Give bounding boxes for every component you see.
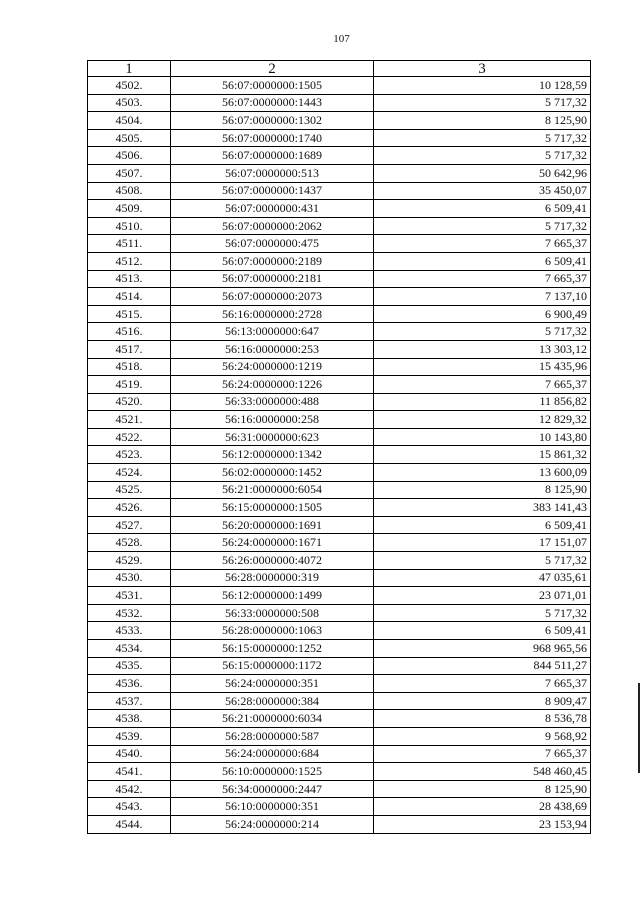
cadastral-number-cell: 56:15:0000000:1505 xyxy=(171,499,374,517)
row-number-cell: 4519. xyxy=(88,376,171,394)
row-number-cell: 4525. xyxy=(88,481,171,499)
row-number-cell: 4526. xyxy=(88,499,171,517)
table-row xyxy=(88,94,591,112)
table-row xyxy=(88,552,591,570)
value-cell: 12 829,32 xyxy=(374,411,591,429)
value-cell: 6 509,41 xyxy=(374,622,591,640)
table-row xyxy=(88,675,591,693)
value-cell: 6 509,41 xyxy=(374,516,591,534)
value-cell: 5 717,32 xyxy=(374,552,591,570)
value-cell: 6 509,41 xyxy=(374,252,591,270)
header-row xyxy=(88,61,591,77)
cadastral-number-cell: 56:07:0000000:1302 xyxy=(171,112,374,130)
cadastral-number-cell: 56:12:0000000:1499 xyxy=(171,587,374,605)
table-row xyxy=(88,358,591,376)
table-row xyxy=(88,340,591,358)
row-number-cell: 4527. xyxy=(88,516,171,534)
row-number-cell: 4539. xyxy=(88,727,171,745)
value-cell: 13 600,09 xyxy=(374,464,591,482)
cadastral-number-cell: 56:07:0000000:1740 xyxy=(171,129,374,147)
table-row xyxy=(88,164,591,182)
value-cell: 7 665,37 xyxy=(374,376,591,394)
row-number-cell: 4516. xyxy=(88,323,171,341)
cadastral-number-cell: 56:07:0000000:2181 xyxy=(171,270,374,288)
cadastral-number-cell: 56:20:0000000:1691 xyxy=(171,516,374,534)
row-number-cell: 4537. xyxy=(88,692,171,710)
cadastral-number-cell: 56:15:0000000:1252 xyxy=(171,640,374,658)
value-cell: 13 303,12 xyxy=(374,340,591,358)
table-row xyxy=(88,798,591,816)
table-row xyxy=(88,323,591,341)
table-row xyxy=(88,464,591,482)
cadastral-number-cell: 56:33:0000000:488 xyxy=(171,393,374,411)
value-cell: 6 900,49 xyxy=(374,305,591,323)
value-cell: 8 909,47 xyxy=(374,692,591,710)
value-cell: 7 665,37 xyxy=(374,675,591,693)
row-number-cell: 4543. xyxy=(88,798,171,816)
row-number-cell: 4541. xyxy=(88,763,171,781)
column-header-3: 3 xyxy=(374,61,591,77)
column-header-1: 1 xyxy=(88,61,171,77)
table-row xyxy=(88,727,591,745)
value-cell: 35 450,07 xyxy=(374,182,591,200)
value-cell: 6 509,41 xyxy=(374,200,591,218)
table-row xyxy=(88,147,591,165)
value-cell: 15 435,96 xyxy=(374,358,591,376)
value-cell: 10 128,59 xyxy=(374,77,591,95)
table-row xyxy=(88,516,591,534)
row-number-cell: 4532. xyxy=(88,604,171,622)
row-number-cell: 4522. xyxy=(88,428,171,446)
row-number-cell: 4513. xyxy=(88,270,171,288)
cadastral-number-cell: 56:21:0000000:6034 xyxy=(171,710,374,728)
cadastral-number-cell: 56:07:0000000:2073 xyxy=(171,288,374,306)
value-cell: 28 438,69 xyxy=(374,798,591,816)
row-number-cell: 4508. xyxy=(88,182,171,200)
cadastral-number-cell: 56:10:0000000:351 xyxy=(171,798,374,816)
cadastral-number-cell: 56:28:0000000:1063 xyxy=(171,622,374,640)
cadastral-number-cell: 56:28:0000000:319 xyxy=(171,569,374,587)
cadastral-number-cell: 56:24:0000000:1219 xyxy=(171,358,374,376)
value-cell: 10 143,80 xyxy=(374,428,591,446)
value-cell: 8 125,90 xyxy=(374,481,591,499)
table-row xyxy=(88,217,591,235)
table-row xyxy=(88,376,591,394)
cadastral-number-cell: 56:07:0000000:2062 xyxy=(171,217,374,235)
cadastral-number-cell: 56:24:0000000:214 xyxy=(171,815,374,833)
value-cell: 47 035,61 xyxy=(374,569,591,587)
row-number-cell: 4535. xyxy=(88,657,171,675)
cadastral-number-cell: 56:07:0000000:2189 xyxy=(171,252,374,270)
cadastral-number-cell: 56:07:0000000:1443 xyxy=(171,94,374,112)
cadastral-number-cell: 56:13:0000000:647 xyxy=(171,323,374,341)
table-row xyxy=(88,288,591,306)
table-row xyxy=(88,270,591,288)
row-number-cell: 4518. xyxy=(88,358,171,376)
cadastral-number-cell: 56:16:0000000:258 xyxy=(171,411,374,429)
value-cell: 5 717,32 xyxy=(374,129,591,147)
row-number-cell: 4504. xyxy=(88,112,171,130)
value-cell: 9 568,92 xyxy=(374,727,591,745)
table-row xyxy=(88,569,591,587)
cadastral-number-cell: 56:28:0000000:384 xyxy=(171,692,374,710)
table-row xyxy=(88,305,591,323)
value-cell: 7 665,37 xyxy=(374,745,591,763)
cadastral-number-cell: 56:34:0000000:2447 xyxy=(171,780,374,798)
table-row xyxy=(88,815,591,833)
value-cell: 7 665,37 xyxy=(374,235,591,253)
cadastral-number-cell: 56:33:0000000:508 xyxy=(171,604,374,622)
row-number-cell: 4536. xyxy=(88,675,171,693)
value-cell: 7 665,37 xyxy=(374,270,591,288)
cadastral-number-cell: 56:21:0000000:6054 xyxy=(171,481,374,499)
value-cell: 8 125,90 xyxy=(374,780,591,798)
row-number-cell: 4506. xyxy=(88,147,171,165)
table-row xyxy=(88,77,591,95)
cadastral-number-cell: 56:24:0000000:1671 xyxy=(171,534,374,552)
table-row xyxy=(88,252,591,270)
table-header xyxy=(88,61,591,77)
table-row xyxy=(88,112,591,130)
table-row xyxy=(88,780,591,798)
table-row xyxy=(88,745,591,763)
table-row xyxy=(88,481,591,499)
value-cell: 15 861,32 xyxy=(374,446,591,464)
table-body xyxy=(88,77,591,834)
value-cell: 5 717,32 xyxy=(374,147,591,165)
row-number-cell: 4540. xyxy=(88,745,171,763)
row-number-cell: 4538. xyxy=(88,710,171,728)
cadastral-number-cell: 56:16:0000000:2728 xyxy=(171,305,374,323)
cadastral-table xyxy=(87,60,591,834)
value-cell: 5 717,32 xyxy=(374,217,591,235)
cadastral-number-cell: 56:07:0000000:1437 xyxy=(171,182,374,200)
row-number-cell: 4523. xyxy=(88,446,171,464)
value-cell: 5 717,32 xyxy=(374,604,591,622)
cadastral-number-cell: 56:10:0000000:1525 xyxy=(171,763,374,781)
table-row xyxy=(88,499,591,517)
row-number-cell: 4515. xyxy=(88,305,171,323)
cadastral-number-cell: 56:28:0000000:587 xyxy=(171,727,374,745)
row-number-cell: 4512. xyxy=(88,252,171,270)
row-number-cell: 4534. xyxy=(88,640,171,658)
cadastral-number-cell: 56:07:0000000:1505 xyxy=(171,77,374,95)
value-cell: 968 965,56 xyxy=(374,640,591,658)
table-row xyxy=(88,393,591,411)
value-cell: 548 460,45 xyxy=(374,763,591,781)
row-number-cell: 4510. xyxy=(88,217,171,235)
value-cell: 23 071,01 xyxy=(374,587,591,605)
column-header-2: 2 xyxy=(171,61,374,77)
table-row xyxy=(88,534,591,552)
row-number-cell: 4524. xyxy=(88,464,171,482)
row-number-cell: 4544. xyxy=(88,815,171,833)
row-number-cell: 4533. xyxy=(88,622,171,640)
value-cell: 844 511,27 xyxy=(374,657,591,675)
row-number-cell: 4528. xyxy=(88,534,171,552)
table-row xyxy=(88,129,591,147)
cadastral-number-cell: 56:24:0000000:351 xyxy=(171,675,374,693)
row-number-cell: 4530. xyxy=(88,569,171,587)
cadastral-number-cell: 56:07:0000000:1689 xyxy=(171,147,374,165)
row-number-cell: 4509. xyxy=(88,200,171,218)
value-cell: 5 717,32 xyxy=(374,94,591,112)
row-number-cell: 4503. xyxy=(88,94,171,112)
cadastral-number-cell: 56:24:0000000:684 xyxy=(171,745,374,763)
row-number-cell: 4531. xyxy=(88,587,171,605)
row-number-cell: 4542. xyxy=(88,780,171,798)
row-number-cell: 4502. xyxy=(88,77,171,95)
table-row xyxy=(88,657,591,675)
table-row xyxy=(88,428,591,446)
row-number-cell: 4505. xyxy=(88,129,171,147)
cadastral-number-cell: 56:07:0000000:431 xyxy=(171,200,374,218)
cadastral-number-cell: 56:12:0000000:1342 xyxy=(171,446,374,464)
cadastral-number-cell: 56:26:0000000:4072 xyxy=(171,552,374,570)
row-number-cell: 4521. xyxy=(88,411,171,429)
table-row xyxy=(88,763,591,781)
row-number-cell: 4514. xyxy=(88,288,171,306)
value-cell: 23 153,94 xyxy=(374,815,591,833)
table-row xyxy=(88,182,591,200)
value-cell: 50 642,96 xyxy=(374,164,591,182)
cadastral-number-cell: 56:07:0000000:475 xyxy=(171,235,374,253)
page-number: 107 xyxy=(333,33,350,45)
row-number-cell: 4529. xyxy=(88,552,171,570)
cadastral-number-cell: 56:02:0000000:1452 xyxy=(171,464,374,482)
value-cell: 11 856,82 xyxy=(374,393,591,411)
table-row xyxy=(88,604,591,622)
cadastral-number-cell: 56:16:0000000:253 xyxy=(171,340,374,358)
table-row xyxy=(88,200,591,218)
table-row xyxy=(88,692,591,710)
table-row xyxy=(88,235,591,253)
cadastral-number-cell: 56:15:0000000:1172 xyxy=(171,657,374,675)
value-cell: 5 717,32 xyxy=(374,323,591,341)
table-row xyxy=(88,446,591,464)
value-cell: 383 141,43 xyxy=(374,499,591,517)
table-row xyxy=(88,411,591,429)
value-cell: 17 151,07 xyxy=(374,534,591,552)
cadastral-number-cell: 56:31:0000000:623 xyxy=(171,428,374,446)
row-number-cell: 4511. xyxy=(88,235,171,253)
table-row xyxy=(88,622,591,640)
row-number-cell: 4517. xyxy=(88,340,171,358)
cadastral-number-cell: 56:24:0000000:1226 xyxy=(171,376,374,394)
value-cell: 8 536,78 xyxy=(374,710,591,728)
cadastral-number-cell: 56:07:0000000:513 xyxy=(171,164,374,182)
table-row xyxy=(88,640,591,658)
row-number-cell: 4520. xyxy=(88,393,171,411)
table-row xyxy=(88,587,591,605)
value-cell: 8 125,90 xyxy=(374,112,591,130)
row-number-cell: 4507. xyxy=(88,164,171,182)
value-cell: 7 137,10 xyxy=(374,288,591,306)
table-row xyxy=(88,710,591,728)
